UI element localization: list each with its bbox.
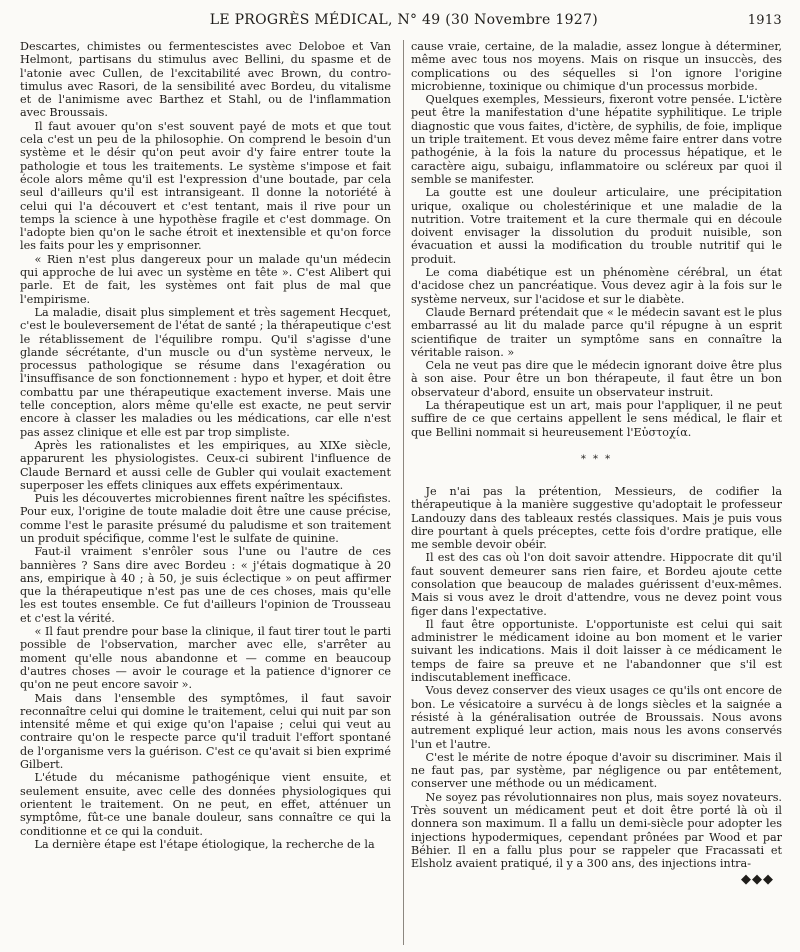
- right-column: [401, 40, 782, 886]
- paragraph: Le coma diabétique est un phénomène cérébral, un état d'acidose chez un pancréatique. Vous devez agir à la fois sur le système nerveux, sur l'acidose et sur le diabète.: [411, 266, 782, 306]
- paragraph: « Il faut prendre pour base la clinique, il faut tirer tout le parti possible de l'observation, marcher avec elle, s'arrêter au moment qu'elle nous abandonne et — comme en beaucoup d'autres choses — avoir le courage et la patience d'ignorer ce qu'on ne peut encore savoir ».: [20, 625, 391, 692]
- paragraph: La maladie, disait plus simplement et très sagement Hecquet, c'est le bouleversement de l'état de santé ; la thérapeutique c'est le rétablissement de l'équilibre rompu. Qu'il s'agisse d'une glande sécrétante, d'un muscle ou d'un système nerveux, le processus pathologique se résume dans l'exagération ou l'insuffisance de son fonctionnement : hypo et hyper, et doit être combattu par une thérapeutique exactement inverse. Mais une telle conception, alors même qu'elle est exacte, ne peut servir encore à classer les maladies ou les médications, car elle n'est pas assez clinique et elle est par trop simpliste.: [20, 305, 391, 439]
- paragraph: « Rien n'est plus dangereux pour un malade qu'un médecin qui approche de lui avec un système en tête ». C'est Alibert qui parle. Et de fait, les systèmes ont fait plus de mal que l'empirisme.: [20, 252, 391, 306]
- paragraph: L'étude du mécanisme pathogénique vient ensuite, et seulement ensuite, avec celle des données physiologiques qui orientent le traitement. On ne peut, en effet, atténuer un symptôme, fût-ce une banale douleur, sans connaître ce qui la conditionne et ce qui la conduit.: [20, 771, 391, 838]
- paragraph: La goutte est une douleur articulaire, une précipitation urique, oxalique ou cholestérinique et une maladie de la nutrition. Votre traitement et la cure thermale qui en découle doivent envisager la dissolution du produit nuisible, son évacuation et aussi la modification du trouble nutritif qui le produit.: [411, 186, 782, 266]
- paragraph: Cela ne veut pas dire que le médecin ignorant doive être plus à son aise. Pour être un bon thérapeute, il faut être un bon observateur d'abord, ensuite un observateur instruit.: [411, 359, 782, 399]
- journal-title: LE PROGRÈS MÉDICAL, N° 49 (30 Novembre 1927): [209, 12, 598, 28]
- paragraph: Il faut avouer qu'on s'est souvent payé de mots et que tout cela c'est un peu de la philosophie. On comprend le besoin d'un système et le désir qu'on peut avoir d'y faire entrer toute la pathologie et tous les traitements. Le système s'impose et fait école alors même qu'il est l'expression d'une boutade, par cela seul d'ailleurs qu'il est intransigeant. Il donne la notoriété à celui qui l'a découvert et c'est tentant, mais il rive pour un temps la science à une hypothèse fragile et c'est dommage. On l'adopte bien qu'on le sache étroit et inextensible et qu'on force les faits pour les y emprisonner.: [20, 119, 391, 253]
- two-column-body: [20, 40, 782, 886]
- paragraph: La dernière étape est l'étape étiologique, la recherche de la: [34, 837, 375, 851]
- page-number: 1913: [747, 13, 782, 28]
- paragraph: Il faut être opportuniste. L'opportuniste est celui qui sait administrer le médicament idoine au bon moment et le varier suivant les indications. Mais il doit laisser à ce médicament le temps de faire sa preuve et ne l'abandonner que s'il est indiscutablement inefficace.: [411, 617, 782, 685]
- paragraph: C'est le mérite de notre époque d'avoir su discriminer. Mais il ne faut pas, par système, par négligence ou par entêtement, conserver une méthode ou un médicament.: [411, 750, 782, 791]
- column-rule: [403, 40, 404, 945]
- paragraph: Mais dans l'ensemble des symptômes, il faut savoir reconnaître celui qui domine le traitement, celui qui nuit par son intensité même et qui exige qu'on l'apaise ; celui qui veut au contraire qu'on le respecte parce qu'il traduit l'effort spontané de l'organisme vers la guérison. C'est ce qu'avait si bien exprimé Gilbert.: [20, 691, 391, 772]
- paragraph: Je n'ai pas la prétention, Messieurs, de codifier la thérapeutique à la manière suggestive qu'adoptait le professeur Landouzy dans des tableaux restés classiques. Mais je puis vous dire pourtant à quels préceptes, cette fois d'ordre pratique, elle me semble devoir obéir.: [411, 484, 782, 552]
- paragraph: Descartes, chimistes ou fermentescistes avec Deloboe et Van Helmont, partisans du stimulus avec Bellini, du spasme et de l'atonie avec Cullen, de l'excitabilité avec Brown, du contro-timulus avec Rasori, de la sensibilité avec Bordeu, du vitalisme et de l'animisme avec Barthez et Stahl, ou de l'inflammation avec Broussais.: [20, 40, 391, 120]
- paragraph: Puis les découvertes microbiennes firent naître les spécifistes. Pour eux, l'origine de toute maladie doit être une cause précise, comme l'est le parasite présumé du paludisme et son traitement un produit spécifique, comme l'est le sulfate de quinine.: [20, 492, 391, 545]
- section-asterism: * * *: [580, 453, 613, 465]
- paragraph: Ne soyez pas révolutionnaires non plus, mais soyez novateurs. Très souvent un médicament peut et doit être porté là où il donnera son maximum. Il a fallu un demi-siècle pour adopter les injections hypodermiques, cependant prônées par Wood et par Béhier. Il en a fallu plus pour se rappeler que Fracassati et Elsholz avaient pratiqué, il y a 300 ans, des injections intra-: [411, 790, 782, 871]
- paragraph: cause vraie, certaine, de la maladie, assez longue à déterminer, même avec tous nos moyens. Mais on risque un insuccès, des complications ou des séquelles si l'on ignore l'origine microbienne, toxinique ou chimique d'un processus morbide.: [411, 40, 782, 93]
- paragraph: Faut-il vraiment s'enrôler sous l'une ou l'autre de ces bannières ? Sans dire avec Bordeu : « j'étais dogmatique à 20 ans, empirique à 40 ; à 50, je suis éclectique » on peut affirmer que la thérapeutique n'est pas une de ces choses, mais qu'elle les est toutes ensemble. Ce fut d'ailleurs l'opinion de Trousseau et c'est la vérité.: [20, 545, 391, 625]
- paragraph: Claude Bernard prétendait que « le médecin savant est le plus embarrassé au lit du malade parce qu'il répugne à un esprit scientifique de traiter un symptôme sans en connaître la véritable raison. »: [411, 305, 782, 359]
- paragraph: Il est des cas où l'on doit savoir attendre. Hippocrate dit qu'il faut souvent demeurer sans rien faire, et Bordeu ajoute cette consolation que beaucoup de malades guérissent d'eux-mêmes. Mais si vous avez le droit d'attendre, vous ne devez point vous figer dans l'expectative.: [411, 551, 782, 618]
- paragraph: Après les rationalistes et les empiriques, au XIXe siècle, apparurent les physiologistes. Ceux-ci subirent l'influence de Claude Bernard et aussi celle de Gubler qui voulait exactement superposer les effets cliniques aux effets expérimentaux.: [20, 438, 391, 492]
- paragraph: Quelques exemples, Messieurs, fixeront votre pensée. L'ictère peut être la manifestation d'une hépatite syphilitique. Le triple diagnostic que vous faites, d'ictère, de syphilis, de foie, implique un triple traitement. Et vous devez même faire entrer dans votre pathogénie, à la fois la nature du processus hépatique, et le caractère aigu, subaigu, inflammatoire ou scléreux par quoi il semble se manifester.: [411, 93, 782, 186]
- paragraph: La thérapeutique est un art, mais pour l'appliquer, il ne peut suffire de ce que certains appellent le sens médical, le flair et que Bellini nommait si heureusement l'Εὐστοχία.: [411, 399, 782, 439]
- running-header: [20, 12, 782, 38]
- left-column: [20, 40, 401, 886]
- paragraph: Vous devez conserver des vieux usages ce qu'ils ont encore de bon. Le vésicatoire a survécu à de longs siècles et la saignée a résisté à la généralisation outrée de Broussais. Nous avons autrement expliqué leur action, mais nous les avons conservés l'un et l'autre.: [411, 684, 782, 751]
- continuation-ornament: ◆◆◆: [741, 871, 774, 887]
